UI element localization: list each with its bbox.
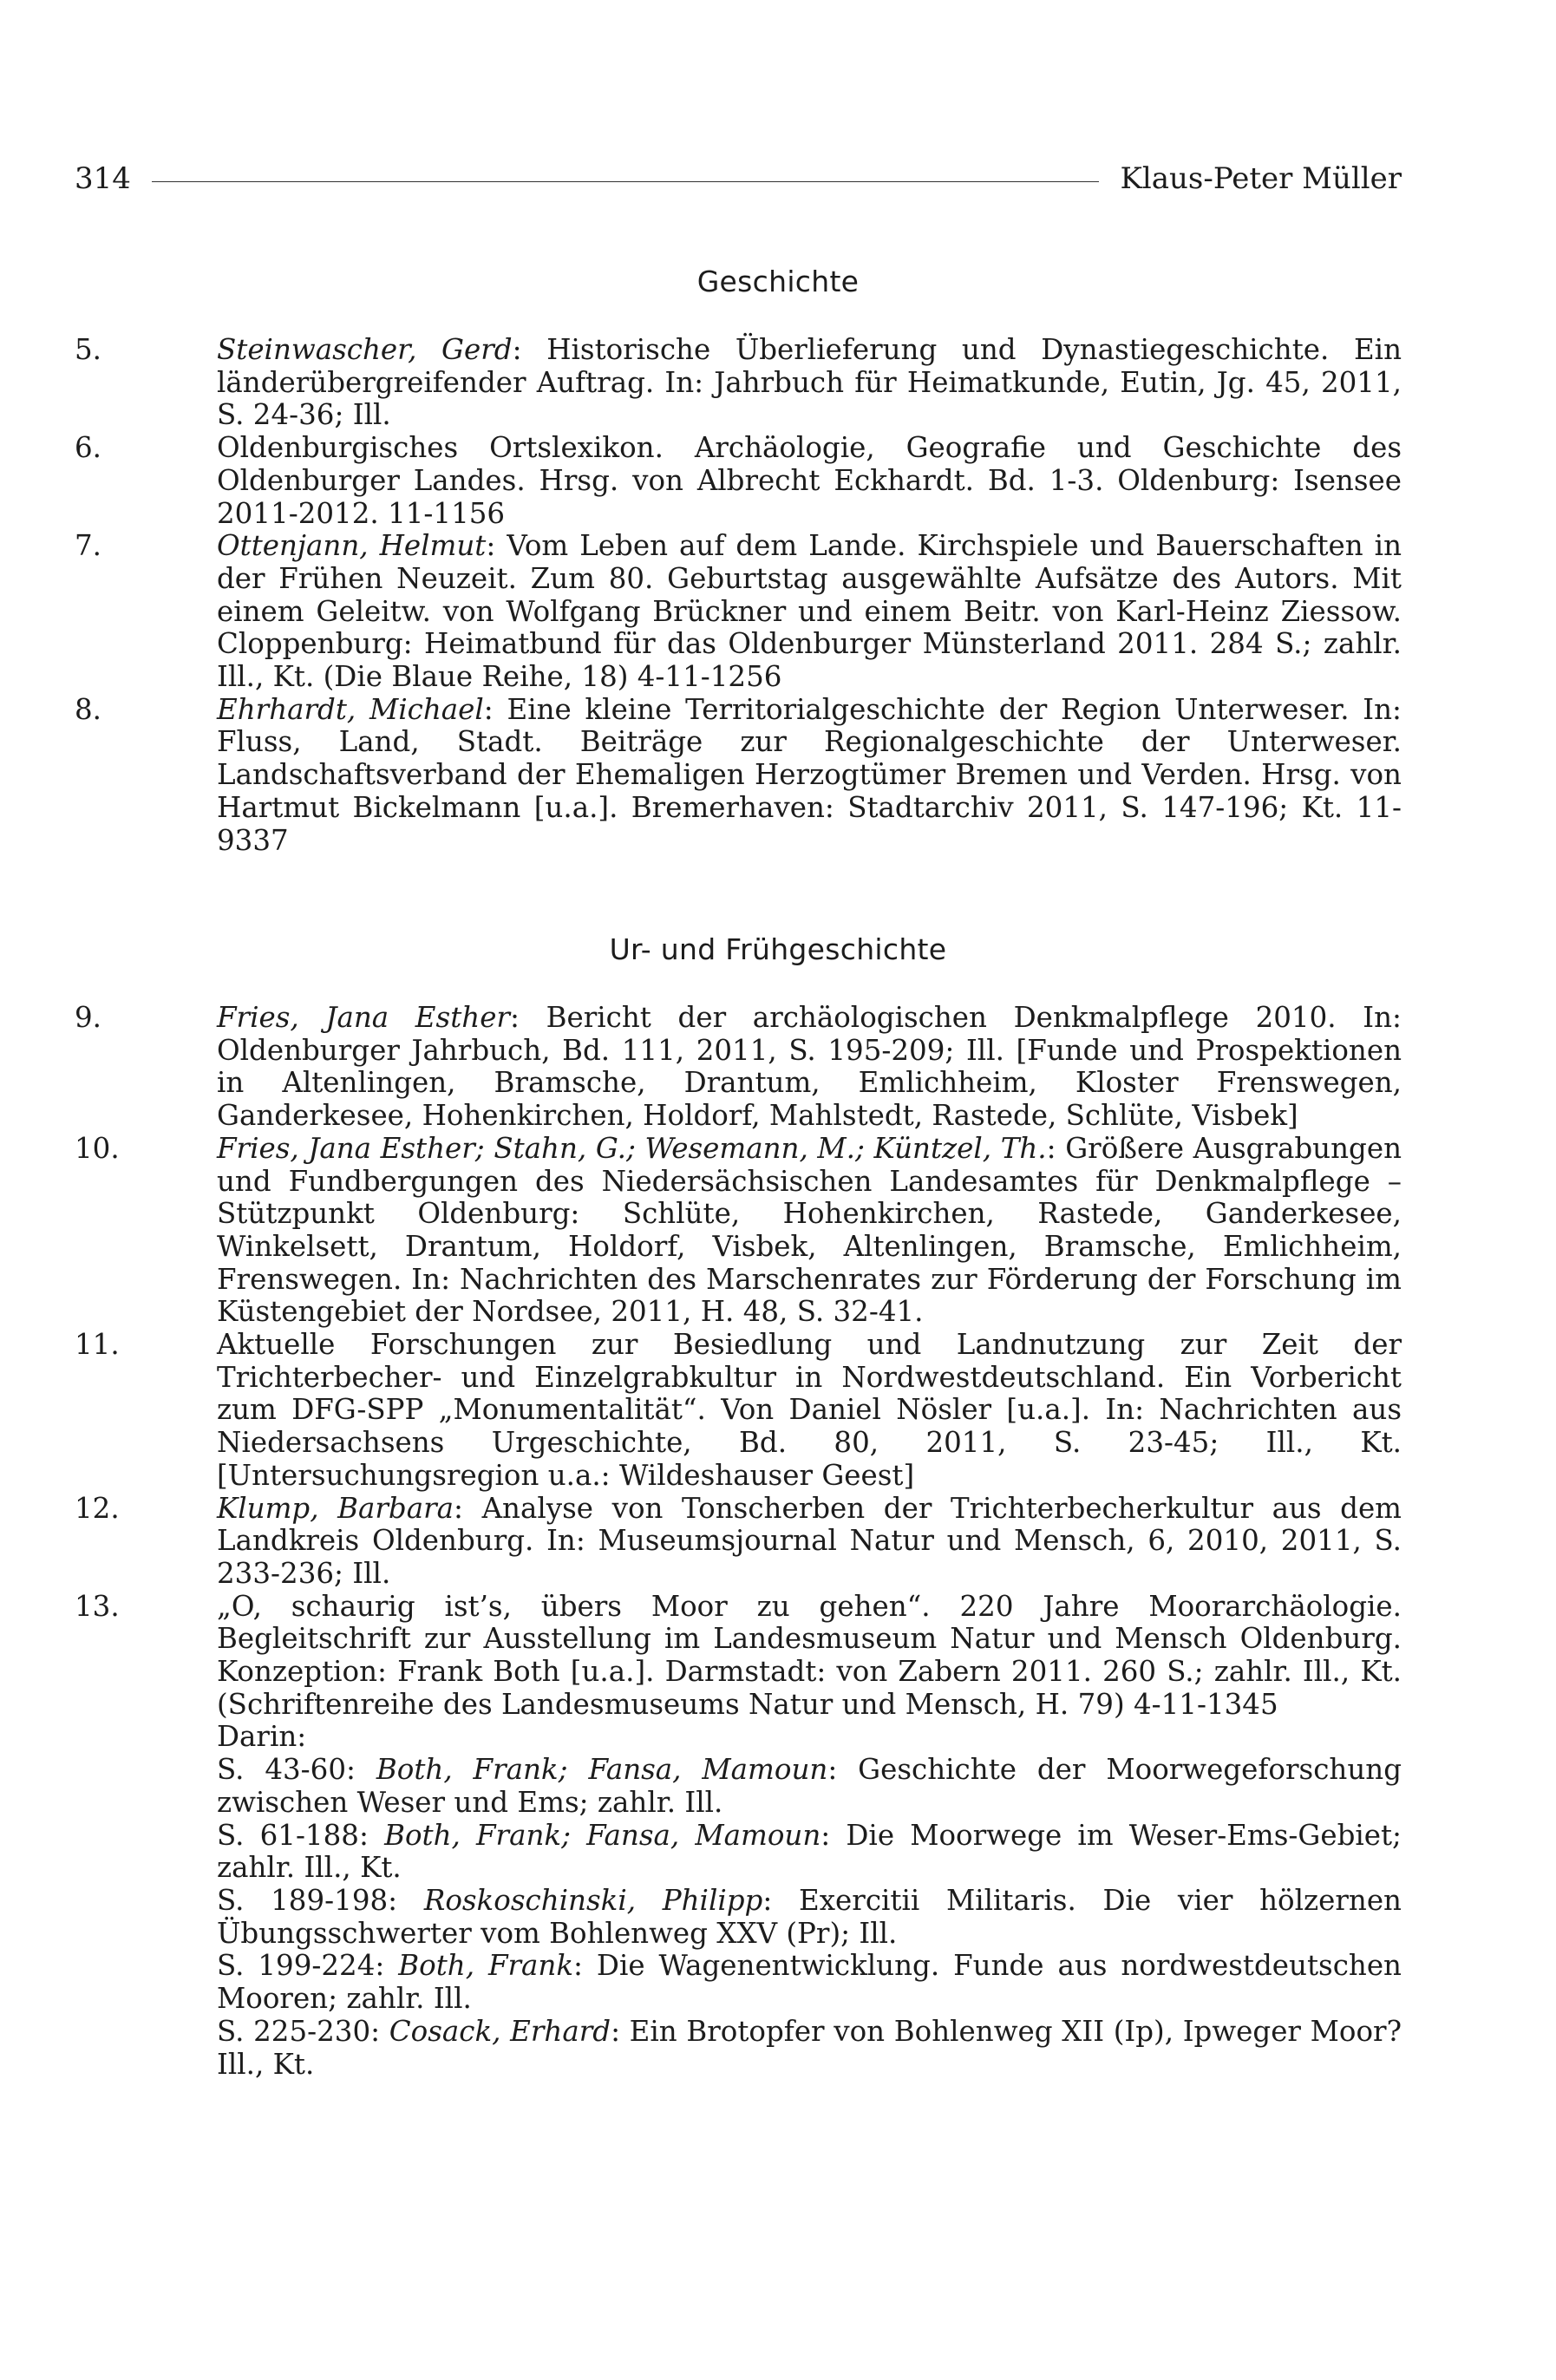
darin-author: Both, Frank; Fansa, Mamoun	[376, 1753, 828, 1787]
entry-number: 8.	[75, 692, 102, 726]
entry-text: Eine kleine Territorialgeschichte der Region Unterweser. In: Fluss, Land, Stadt. Beiträge zur Regionalgeschichte der Unterweser. Landschaftsverband der Ehemaligen Herzogtümer Bremen und Verden. Hrsg. von Hartmut Bickelmann [u.a.]. Bremerhaven: Stadtarchiv 2011, S. 147-196; Kt. 11-9337	[217, 692, 1402, 857]
entry-author: Steinwascher, Gerd	[217, 333, 513, 366]
bibliography-entry: 12. Klump, Barbara: Analyse von Tonscherben der Trichterbecherkultur aus dem Landkreis Oldenburg. In: Museumsjournal Natur und Mensch, 6, 2010, 2011, S. 233-236; Ill.	[75, 1491, 1402, 1590]
entry-text: Aktuelle Forschungen zur Besiedlung und Landnutzung zur Zeit der Trichterbecher- und Einzelgrabkultur in Nordwestdeutschland. Ein Vorbericht zum DFG-SPP „Monumentalität“. Von Daniel Nösler [u.a.]. In: Nachrichten aus Niedersachsens Urgeschichte, Bd. 80, 2011, S. 23-45; Ill., Kt. [Untersuchungsregion u.a.: Wildeshauser Geest]	[217, 1328, 1402, 1492]
entry-number: 9.	[75, 1001, 102, 1034]
darin-author: Roskoschinski, Philipp	[423, 1883, 763, 1917]
entry-text: „O, schaurig ist’s, übers Moor zu gehen“. 220 Jahre Moorarchäologie. Begleitschrift zur Ausstellung im Landesmuseum Natur und Mensch Oldenburg. Konzeption: Frank Both [u.a.]. Darmstadt: von Zabern 2011. 260 S.; zahlr. Ill., Kt. (Schriftenreihe des Landesmuseums Natur und Mensch, H. 79) 4-11-1345	[217, 1589, 1402, 1721]
running-author: Klaus-Peter Müller	[1120, 161, 1402, 196]
darin-author: Both, Frank	[398, 1949, 574, 1983]
darin-item: S. 61-188: Both, Frank; Fansa, Mamoun: Die Moorwege im Weser-Ems-Gebiet; zahlr. Ill., Kt.	[217, 1818, 1402, 1885]
entry-author: Fries, Jana Esther	[217, 1001, 510, 1034]
header-rule	[152, 181, 1100, 182]
darin-item: S. 43-60: Both, Frank; Fansa, Mamoun: Geschichte der Moorwegeforschung zwischen Weser und Ems; zahlr. Ill.	[217, 1753, 1402, 1819]
section-heading-geschichte: Geschichte	[696, 265, 860, 298]
entry-text: Historische Überlieferung und Dynastiegeschichte. Ein länderübergreifender Auftrag. In: Jahrbuch für Heimatkunde, Eutin, Jg. 45, 2011, S. 24-36; Ill.	[217, 333, 1402, 432]
entry-number: 11.	[75, 1328, 120, 1362]
bibliography-entry: 9. Fries, Jana Esther: Bericht der archäologischen Denkmalpflege 2010. In: Oldenburger Jahrbuch, Bd. 111, 2011, S. 195-209; Ill. [Funde und Prospektionen in Altenlingen, Bramsche, Drantum, Emlichheim, Kloster Frenswegen, Ganderkesee, Hohenkirchen, Holdorf, Mahlstedt, Rastede, Schlüte, Visbek]	[75, 1001, 1402, 1133]
entry-number: 12.	[75, 1491, 120, 1525]
bibliography-entry	[75, 1329, 1402, 1493]
bibliography-entry	[75, 1591, 1402, 2082]
bibliography-entry: 10. Fries, Jana Esther; Stahn, G.; Wesemann, M.; Küntzel, Th.: Größere Ausgrabungen und Fundbergungen des Niedersächsischen Landesamtes für Denkmalpflege – Stützpunkt Oldenburg: Schlüte, Hohenkirchen, Rastede, Ganderkesee, Winkelsett, Drantum, Holdorf, Visbek, Altenlingen, Bramsche, Emlichheim, Frenswegen. In: Nachrichten des Marschenrates zur Förderung der Forschung im Küstengebiet der Nordsee, 2011, H. 48, S. 32-41.	[75, 1131, 1402, 1329]
entry-text: Bericht der archäologischen Denkmalpflege 2010. In: Oldenburger Jahrbuch, Bd. 111, 2011, S. 195-209; Ill. [Funde und Prospektionen in Altenlingen, Bramsche, Drantum, Emlichheim, Kloster Frenswegen, Ganderkesee, Hohenkirchen, Holdorf, Mahlstedt, Rastede, Schlüte, Visbek]	[217, 1001, 1402, 1133]
bibliography-entry: 8. Ehrhardt, Michael: Eine kleine Territorialgeschichte der Region Unterweser. In: Fluss, Land, Stadt. Beiträge zur Regionalgeschichte der Unterweser. Landschaftsverband der Ehemaligen Herzogtümer Bremen und Verden. Hrsg. von Hartmut Bickelmann [u.a.]. Bremerhaven: Stadtarchiv 2011, S. 147-196; Kt. 11-9337	[75, 692, 1402, 857]
entry-text: Größere Ausgrabungen und Fundbergungen des Niedersächsischen Landesamtes für Denkmalpflege – Stützpunkt Oldenburg: Schlüte, Hohenkirchen, Rastede, Ganderkesee, Winkelsett, Drantum, Holdorf, Visbek, Altenlingen, Bramsche, Emlichheim, Frenswegen. In: Nachrichten des Marschenrates zur Förderung der Forschung im Küstengebiet der Nordsee, 2011, H. 48, S. 32-41.	[217, 1131, 1402, 1329]
entry-author: Klump, Barbara	[217, 1491, 454, 1525]
entries-ur-und-fruehgeschichte	[75, 1002, 1402, 2081]
bibliography-entry	[75, 432, 1402, 530]
entry-number: 5.	[75, 333, 102, 366]
darin-label: Darin:	[217, 1720, 307, 1754]
darin-item: S. 199-224: Both, Frank: Die Wagenentwicklung. Funde aus nordwestdeutschen Mooren; zahlr. Ill.	[217, 1949, 1402, 2016]
entry-text: Analyse von Tonscherben der Trichterbecherkultur aus dem Landkreis Oldenburg. In: Museumsjournal Natur und Mensch, 6, 2010, 2011, S. 233-236; Ill.	[217, 1491, 1402, 1590]
section-heading-ur-und-fruehgeschichte: Ur- und Frühgeschichte	[609, 932, 947, 966]
entry-text: Oldenburgisches Ortslexikon. Archäologie, Geografie und Geschichte des Oldenburger Landes. Hrsg. von Albrecht Eckhardt. Bd. 1-3. Oldenburg: Isensee 2011-2012. 11-1156	[217, 431, 1402, 530]
entry-author: Ottenjann, Helmut	[217, 529, 487, 563]
darin-author: Cosack, Erhard	[389, 2014, 611, 2048]
entry-author: Ehrhardt, Michael	[217, 692, 484, 726]
bibliography-entry: 5. Steinwascher, Gerd: Historische Überlieferung und Dynastiegeschichte. Ein länderübergreifender Auftrag. In: Jahrbuch für Heimatkunde, Eutin, Jg. 45, 2011, S. 24-36; Ill.	[75, 333, 1402, 432]
entry-number: 10.	[75, 1131, 120, 1165]
running-header	[75, 154, 1402, 203]
darin-item: S. 189-198: Roskoschinski, Philipp: Exercitii Militaris. Die vier hölzernen Übungsschwerter vom Bohlenweg XXV (Pr); Ill.	[217, 1883, 1402, 1950]
darin-author: Both, Frank; Fansa, Mamoun	[384, 1818, 821, 1852]
entries-geschichte	[75, 334, 1402, 857]
entry-text: Vom Leben auf dem Lande. Kirchspiele und Bauerschaften in der Frühen Neuzeit. Zum 80. Geburtstag ausgewählte Aufsätze des Autors. Mit einem Geleitw. von Wolfgang Brückner und einem Beitr. von Karl-Heinz Ziessow. Cloppenburg: Heimatbund für das Oldenburger Münsterland 2011. 284 S.; zahlr. Ill., Kt. (Die Blaue Reihe, 18) 4-11-1256	[217, 529, 1402, 694]
page-number: 314	[75, 161, 131, 196]
bibliography-entry: 7. Ottenjann, Helmut: Vom Leben auf dem Lande. Kirchspiele und Bauerschaften in der Frühen Neuzeit. Zum 80. Geburtstag ausgewählte Aufsätze des Autors. Mit einem Geleitw. von Wolfgang Brückner und einem Beitr. von Karl-Heinz Ziessow. Cloppenburg: Heimatbund für das Oldenburger Münsterland 2011. 284 S.; zahlr. Ill., Kt. (Die Blaue Reihe, 18) 4-11-1256	[75, 529, 1402, 694]
entry-author: Fries, Jana Esther; Stahn, G.; Wesemann, M.; Küntzel, Th.	[217, 1131, 1047, 1165]
entry-number: 13.	[75, 1589, 120, 1623]
entry-number: 6.	[75, 431, 102, 465]
entry-number: 7.	[75, 529, 102, 563]
darin-item: S. 225-230: Cosack, Erhard: Ein Brotopfer von Bohlenweg XII (Ip), Ipweger Moor? Ill., Kt.	[217, 2014, 1402, 2081]
